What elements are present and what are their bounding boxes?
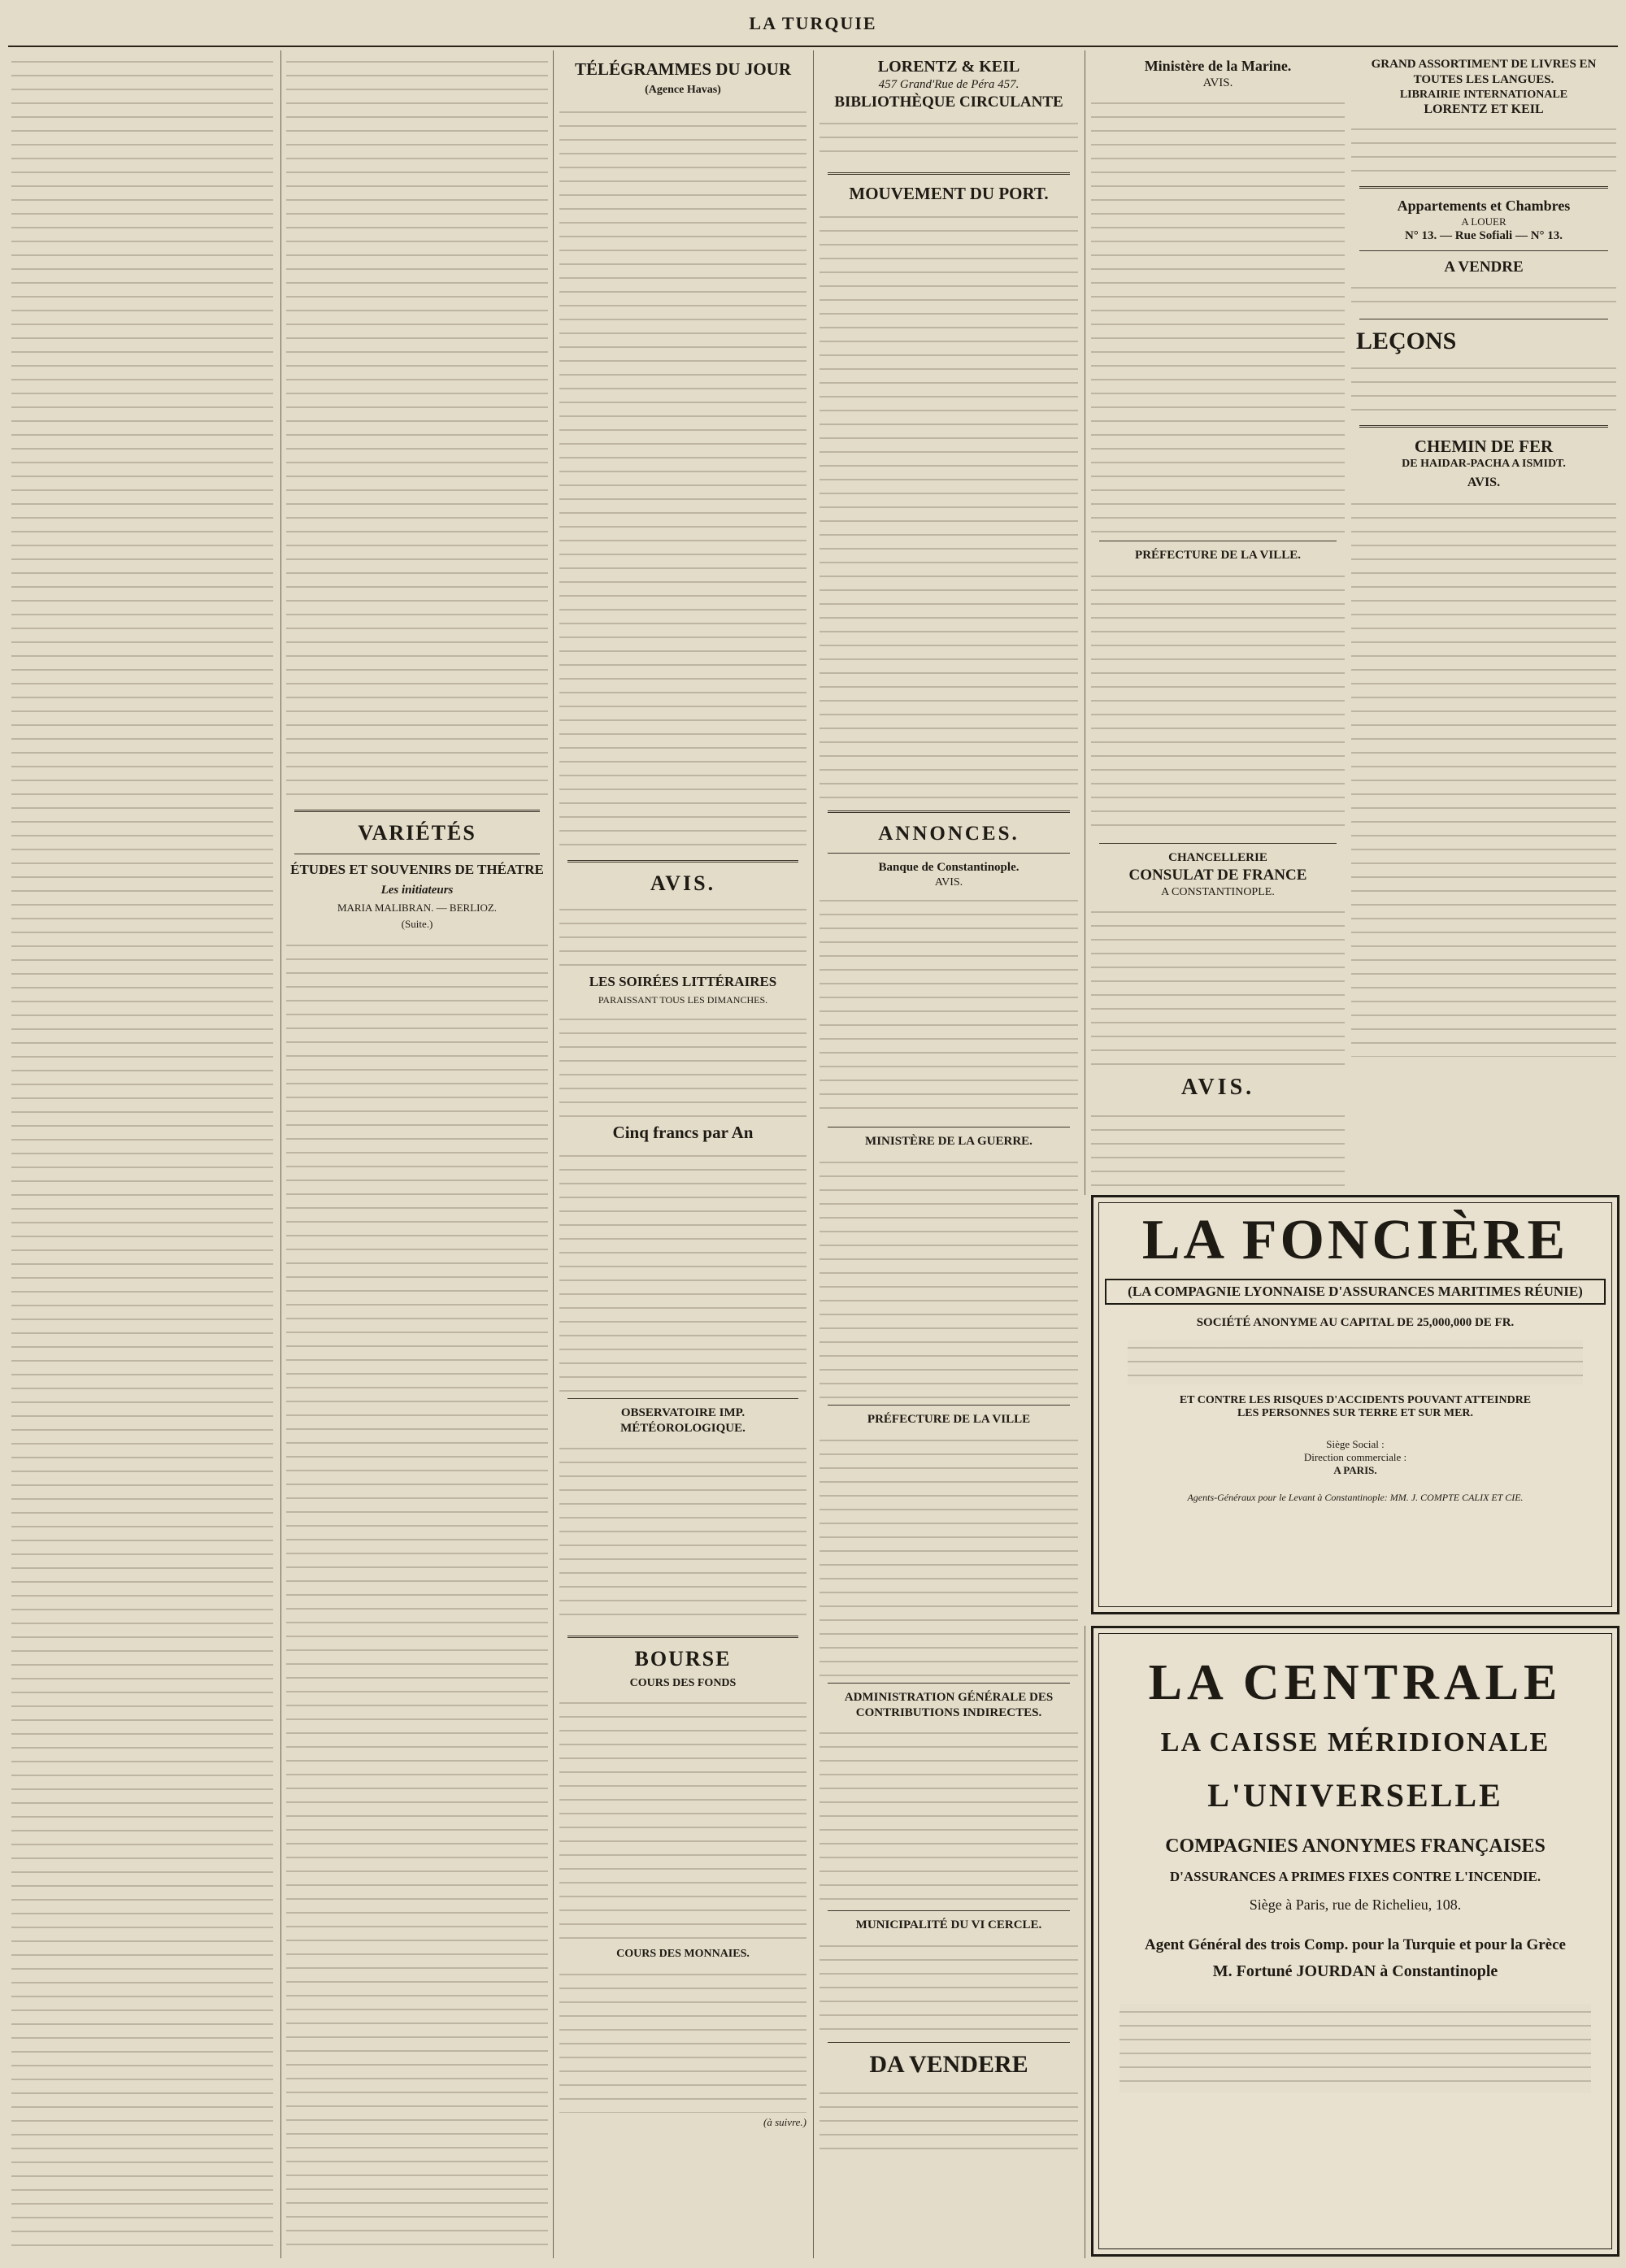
suivre-note: (à suivre.) bbox=[763, 2115, 806, 2128]
telegrammes-heading: TÉLÉGRAMMES DU JOUR bbox=[574, 59, 792, 79]
section-rule bbox=[828, 1405, 1070, 1406]
monnaies-heading: COURS DES MONNAIES. bbox=[616, 1948, 750, 1961]
column-2 bbox=[286, 54, 548, 2252]
section-rule bbox=[567, 860, 798, 862]
body-text bbox=[1091, 904, 1345, 1067]
consulat-location: A CONSTANTINOPLE. bbox=[1161, 885, 1275, 898]
annonces-heading: ANNONCES. bbox=[878, 822, 1020, 845]
fonciere-text bbox=[1128, 1340, 1583, 1384]
fonciere-agents: Agents-Généraux pour le Levant à Constantinople: MM. J. COMPTE CALIX ET CIE. bbox=[1187, 1492, 1524, 1503]
monnaies-table bbox=[559, 1966, 806, 2113]
lorentz-heading: LORENTZ & KEIL bbox=[877, 58, 1020, 76]
avis-label: AVIS. bbox=[1202, 76, 1233, 89]
fonciere-paris: A PARIS. bbox=[1333, 1464, 1377, 1476]
centrale-ad bbox=[1091, 1626, 1619, 2257]
initiateurs-subheading: Les initiateurs bbox=[380, 883, 454, 897]
body-text bbox=[286, 54, 548, 802]
body-text bbox=[820, 893, 1078, 1120]
body-text bbox=[820, 1725, 1078, 1904]
body-text bbox=[820, 115, 1078, 164]
section-rule bbox=[828, 1910, 1070, 1911]
fonciere-personnes: LES PERSONNES SUR TERRE ET SUR MER. bbox=[1237, 1407, 1474, 1419]
prefecture-heading: PRÉFECTURE DE LA VILLE bbox=[867, 1413, 1031, 1426]
lk-heading: LORENTZ ET KEIL bbox=[1424, 102, 1544, 116]
fonciere-capital: SOCIÉTÉ ANONYME AU CAPITAL DE 25,000,000 DE FR. bbox=[1196, 1316, 1515, 1329]
masthead-title: LA TURQUIE bbox=[749, 13, 877, 33]
body-text bbox=[559, 1011, 806, 1117]
section-rule bbox=[828, 810, 1070, 813]
column-1 bbox=[11, 54, 273, 2252]
centrale-caisse: LA CAISSE MÉRIDIONALE bbox=[1160, 1727, 1550, 1757]
section-rule bbox=[1099, 843, 1337, 844]
soirees-heading: LES SOIRÉES LITTÉRAIRES bbox=[589, 974, 777, 990]
appartements-heading: Appartements et Chambres bbox=[1397, 198, 1571, 214]
chemin-heading: CHEMIN DE FER bbox=[1414, 436, 1554, 456]
column-5 bbox=[1091, 54, 1345, 1187]
body-text bbox=[1351, 360, 1616, 417]
fonciere-title: LA FONCIÈRE bbox=[1141, 1209, 1569, 1271]
bourse-heading: BOURSE bbox=[634, 1647, 732, 1671]
avis-heading: AVIS. bbox=[650, 871, 716, 895]
avendre-heading: A VENDRE bbox=[1444, 258, 1524, 276]
centrale-siege: Siège à Paris, rue de Richelieu, 108. bbox=[1249, 1897, 1462, 1913]
section-rule bbox=[1359, 250, 1608, 251]
banque-heading: Banque de Constantinople. bbox=[878, 861, 1020, 874]
centrale-universelle: L'UNIVERSELLE bbox=[1207, 1777, 1503, 1814]
body-text bbox=[559, 902, 806, 967]
municipalite-heading: MUNICIPALITÉ DU VI CERCLE. bbox=[855, 1918, 1042, 1932]
body-text bbox=[559, 1440, 806, 1627]
names-subheading: MARIA MALIBRAN. — BERLIOZ. bbox=[337, 901, 498, 914]
fonds-table bbox=[559, 1695, 806, 1939]
column-3 bbox=[559, 54, 806, 2252]
body-text bbox=[1351, 280, 1616, 312]
chancellerie-heading: CHANCELLERIE bbox=[1168, 851, 1267, 864]
centrale-text bbox=[1120, 2004, 1591, 2093]
column-rule bbox=[553, 50, 554, 2258]
fonciere-risques: ET CONTRE LES RISQUES D'ACCIDENTS POUVANT ATTEINDRE bbox=[1179, 1394, 1532, 1406]
body-text bbox=[820, 1432, 1078, 1676]
fonciere-subtitle: (LA COMPAGNIE LYONNAISE D'ASSURANCES MARITIMES RÉUNIE) bbox=[1105, 1279, 1606, 1305]
lorentz-address: 457 Grand'Rue de Péra 457. bbox=[878, 78, 1020, 91]
body-text bbox=[1091, 95, 1345, 534]
vendere-heading: DA VENDERE bbox=[869, 2051, 1028, 2078]
marine-heading: Ministère de la Marine. bbox=[1144, 58, 1292, 74]
librairie-heading: LIBRAIRIE INTERNATIONALE bbox=[1399, 88, 1568, 101]
centrale-title: LA CENTRALE bbox=[1148, 1655, 1563, 1710]
prefecture-heading: PRÉFECTURE DE LA VILLE. bbox=[1135, 549, 1301, 563]
mouvement-heading: MOUVEMENT DU PORT. bbox=[849, 183, 1049, 203]
avis-label: AVIS. bbox=[1467, 475, 1501, 489]
price-heading: Cinq francs par An bbox=[612, 1122, 754, 1142]
body-text bbox=[559, 1148, 806, 1392]
centrale-compagnies: COMPAGNIES ANONYMES FRANÇAISES bbox=[1165, 1836, 1546, 1857]
guerre-heading: MINISTÈRE DE LA GUERRE. bbox=[865, 1135, 1033, 1149]
body-text bbox=[11, 54, 273, 2248]
body-text bbox=[820, 209, 1078, 802]
section-rule bbox=[828, 172, 1070, 175]
section-rule bbox=[1359, 186, 1608, 189]
body-text bbox=[1351, 121, 1616, 178]
column-6 bbox=[1351, 54, 1616, 1187]
body-text bbox=[559, 104, 806, 852]
haidar-heading: DE HAIDAR-PACHA A ISMIDT. bbox=[1402, 458, 1566, 470]
section-rule bbox=[567, 1636, 798, 1638]
fonciere-ad bbox=[1091, 1195, 1619, 1614]
body-text bbox=[1091, 568, 1345, 836]
varietes-heading: VARIÉTÉS bbox=[358, 821, 476, 845]
body-text bbox=[1091, 1108, 1345, 1187]
fonciere-siege: Siège Social : bbox=[1326, 1438, 1385, 1450]
centrale-agent: Agent Général des trois Comp. pour la Turquie et pour la Grèce bbox=[1145, 1936, 1566, 1953]
section-rule bbox=[567, 1398, 798, 1399]
masthead-rule bbox=[8, 46, 1618, 47]
body-text bbox=[820, 2085, 1078, 2150]
body-text bbox=[1351, 496, 1616, 1057]
avis-big-heading: AVIS. bbox=[1180, 1075, 1255, 1100]
column-4 bbox=[820, 54, 1078, 2252]
section-rule bbox=[828, 2042, 1070, 2043]
section-rule bbox=[294, 810, 540, 812]
louer-label: A LOUER bbox=[1461, 215, 1506, 228]
soirees-subheading: PARAISSANT TOUS LES DIMANCHES. bbox=[598, 993, 768, 1006]
etudes-heading: ÉTUDES ET SOUVENIRS DE THÉATRE bbox=[290, 861, 544, 877]
contributions-heading: ADMINISTRATION GÉNÉRALE DES CONTRIBUTIONS INDIRECTES. bbox=[844, 1690, 1054, 1719]
body-text bbox=[820, 1154, 1078, 1398]
centrale-assurances: D'ASSURANCES A PRIMES FIXES CONTRE L'INCENDIE. bbox=[1169, 1869, 1541, 1884]
body-text bbox=[820, 1938, 1078, 2036]
lecons-heading: LEÇONS bbox=[1356, 328, 1457, 355]
assortiment-heading: GRAND ASSORTIMENT DE LIVRES EN TOUTES LES LANGUES. bbox=[1371, 58, 1597, 86]
agence-subheading: (Agence Havas) bbox=[645, 84, 721, 97]
consulat-heading: CONSULAT DE FRANCE bbox=[1128, 866, 1307, 884]
fonds-heading: COURS DES FONDS bbox=[629, 1676, 737, 1689]
rue-label: N° 13. — Rue Sofiali — N° 13. bbox=[1404, 228, 1563, 242]
column-rule bbox=[813, 50, 814, 2258]
suite-note: (Suite.) bbox=[401, 917, 433, 930]
centrale-jourdan: M. Fortuné JOURDAN à Constantinople bbox=[1212, 1962, 1498, 1980]
section-rule bbox=[1359, 425, 1608, 428]
column-rule bbox=[280, 50, 281, 2258]
observatoire-heading: OBSERVATOIRE IMP. MÉTÉOROLOGIQUE. bbox=[620, 1406, 746, 1435]
section-rule bbox=[828, 1683, 1070, 1684]
fonciere-direction: Direction commerciale : bbox=[1303, 1451, 1407, 1463]
biblio-heading: BIBLIOTHÈQUE CIRCULANTE bbox=[834, 93, 1063, 111]
section-rule bbox=[828, 853, 1070, 854]
body-text bbox=[286, 937, 548, 2252]
avis-label: AVIS. bbox=[934, 875, 963, 889]
